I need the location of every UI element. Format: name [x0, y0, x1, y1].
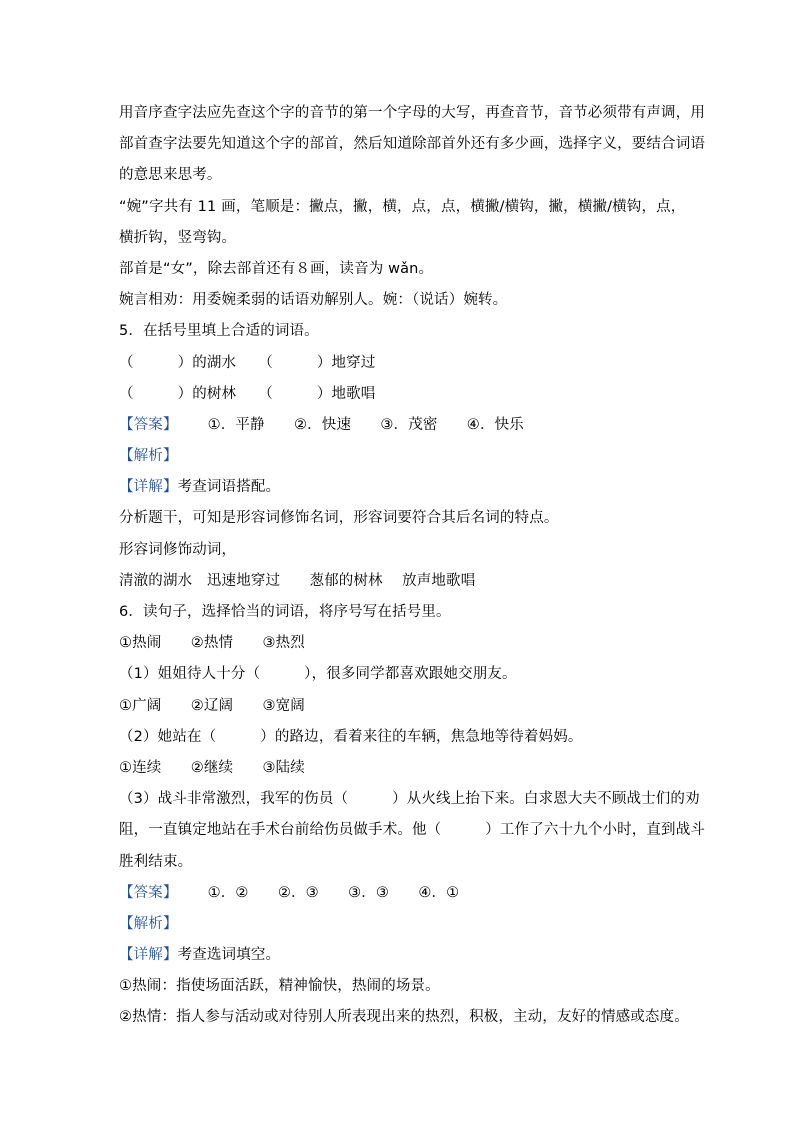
text-line: ①连续 ②继续 ③陆续 [119, 759, 305, 776]
text-line: ①热闹：指使场面活跃，精神愉快，热闹的场景。 [119, 978, 440, 995]
answer-text: ①．平静 ②．快速 ③．茂密 ④．快乐 [207, 416, 524, 433]
text-line: 阻，一直镇定地站在手术台前给伤员做手术。他（ ）工作了六十九个小时，直到战斗 [119, 822, 705, 839]
text-line: （ ）的湖水 （ ）地穿过 [119, 354, 376, 371]
answer-line [119, 410, 679, 441]
text-line: 部首是“女”，除去部首还有８画，读音为 wǎn。 [119, 260, 434, 277]
text-line: 5．在括号里填上合适的词语。 [119, 323, 319, 340]
text-line: （2）她站在（ ）的路边，看着来往的车辆，焦急地等待着妈妈。 [119, 728, 583, 745]
text-line: 分析题干，可知是形容词修饰名词，形容词要符合其后名词的特点。 [119, 510, 559, 527]
answer-text: ①．② ②．③ ③．③ ④．① [207, 884, 460, 901]
text-line: （ ）的树林 （ ）地歌唱 [119, 385, 376, 402]
text-line: ①广阔 ②辽阔 ③宽阔 [119, 697, 305, 714]
text-line: 横折钩，竖弯钩。 [119, 229, 237, 246]
text-line: 婉言相劝：用委婉柔弱的话语劝解别人。婉：（说话）婉转。 [119, 292, 508, 309]
section-tag: 【详解】 [119, 947, 178, 964]
text-line: 6．读句子，选择恰当的词语，将序号写在括号里。 [119, 604, 451, 620]
text-line: 形容词修饰动词， [119, 541, 237, 558]
text-line: ②热情：指人参与活动或对待别人所表现出来的热烈，积极，主动，友好的情感或态度。 [119, 1009, 689, 1026]
detail-line [119, 472, 679, 503]
section-tag: 【解析】 [119, 915, 178, 932]
analysis-heading [119, 441, 679, 472]
section-tag: 【解析】 [119, 448, 178, 465]
section-tag: 【详解】 [119, 479, 178, 496]
section-tag: 【答案】 [119, 884, 178, 901]
text-line: 部首查字法要先知道这个字的部首，然后知道除部首外还有多少画，选择字义，要结合词语 [119, 136, 705, 153]
detail-line [119, 940, 679, 971]
document-page [119, 98, 705, 1034]
text-line: ①热闹 ②热情 ③热烈 [119, 635, 305, 652]
text-line: 用音序查字法应先查这个字的音节的第一个字母的大写，再查音节，音节必须带有声调，用 [119, 105, 705, 121]
text-line: 清澈的湖水 迅速地穿过 葱郁的树林 放声地歌唱 [119, 572, 476, 589]
text-line: （3）战斗非常激烈，我军的伤员（ ）从火线上抬下来。白求恩大夫不顾战士们的劝 [119, 791, 700, 808]
answer-line [119, 878, 679, 909]
section-tag: 【答案】 [119, 416, 178, 433]
text-line: “婉”字共有 11 画，笔顺是：撇点，撇，横，点，点，横撇/横钩，撇，横撇/横钩，点， [119, 198, 686, 215]
text-line: 胜利结束。 [119, 853, 193, 870]
analysis-heading [119, 909, 679, 940]
text-line: 的意思来思考。 [119, 167, 222, 184]
detail-text: 考查选词填空。 [177, 947, 281, 964]
detail-text: 考查词语搭配。 [177, 479, 281, 496]
text-line: （1）姐姐待人十分（ ），很多同学都喜欢跟她交朋友。 [119, 666, 517, 683]
